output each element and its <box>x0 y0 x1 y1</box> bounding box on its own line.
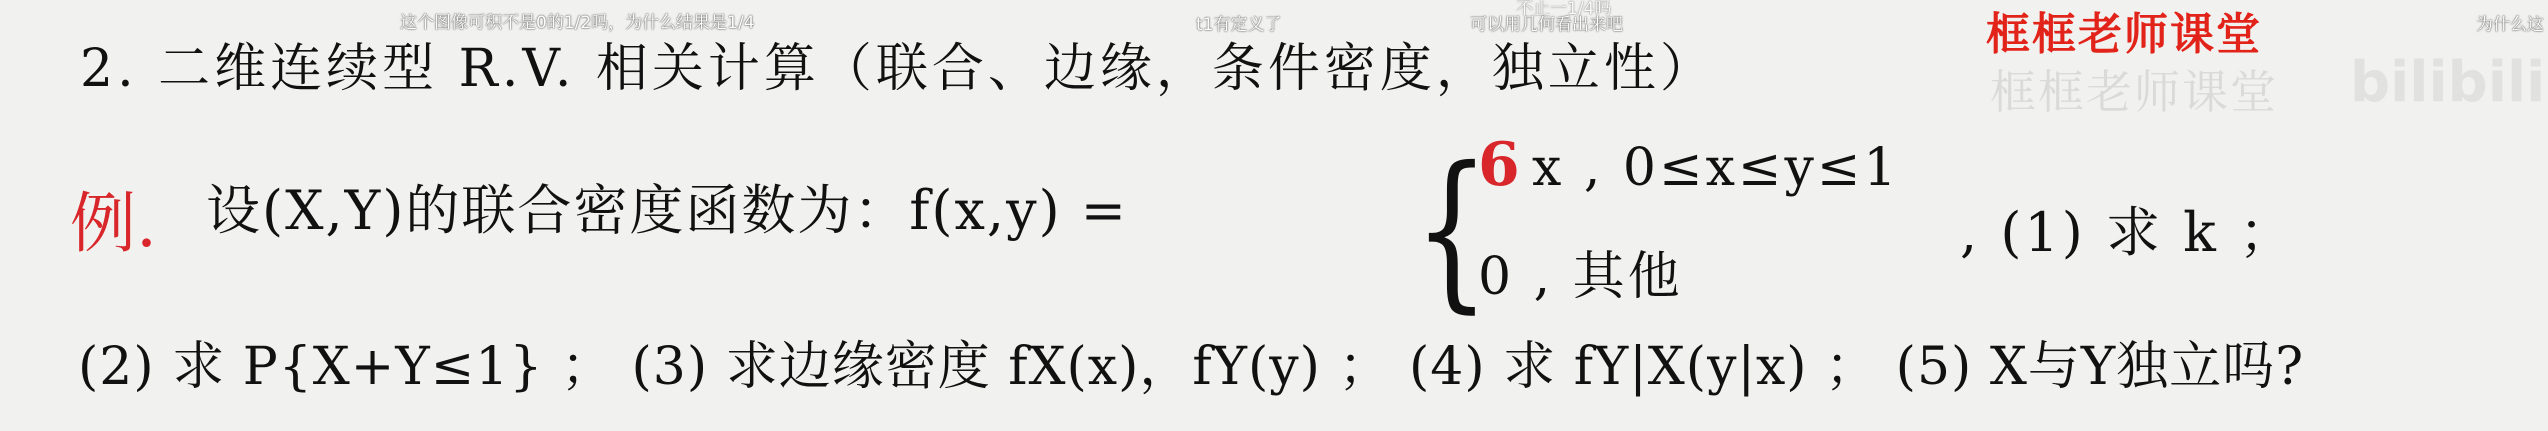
danmaku-comment: 可以用几何看出来吧 <box>1470 15 1623 35</box>
danmaku-comment: 为什么这 <box>2476 15 2544 35</box>
section-heading: 2. 二维连续型 R.V. 相关计算（联合、边缘，条件密度，独立性） <box>80 39 1716 99</box>
danmaku-comment: t1有定义了 <box>1196 15 1282 35</box>
questions-2-to-5: (2) 求 P{X+Y≤1} ； (3) 求边缘密度 fX(x)，fY(y) ； (4) 求 fY|X(y|x) ； (5) X与Y独立吗? <box>78 337 2305 397</box>
danmaku-comment: 这个图像可积不是0的1/2吗，为什么结果是1/4 <box>400 13 755 33</box>
piecewise-case-2: 0 , 其他 <box>1478 247 1683 307</box>
bilibili-logo-watermark: bilibili <box>2350 50 2546 115</box>
example-label: 例. <box>70 185 157 262</box>
density-definition-text: 设(X,Y)的联合密度函数为：f(x,y) = <box>206 179 1129 242</box>
channel-title: 框框老师课堂 <box>1986 9 2262 60</box>
piecewise-case-1: x , 0≤x≤y≤1 <box>1532 138 1900 198</box>
danmaku-comment: 不止一1/4吗 <box>1516 0 1612 19</box>
channel-watermark: 框框老师课堂 <box>1990 65 2278 119</box>
piecewise-brace: { <box>1414 131 1490 329</box>
unknown-coefficient: 6 <box>1478 130 1520 200</box>
question-1: , (1) 求 k ； <box>1960 201 2297 264</box>
